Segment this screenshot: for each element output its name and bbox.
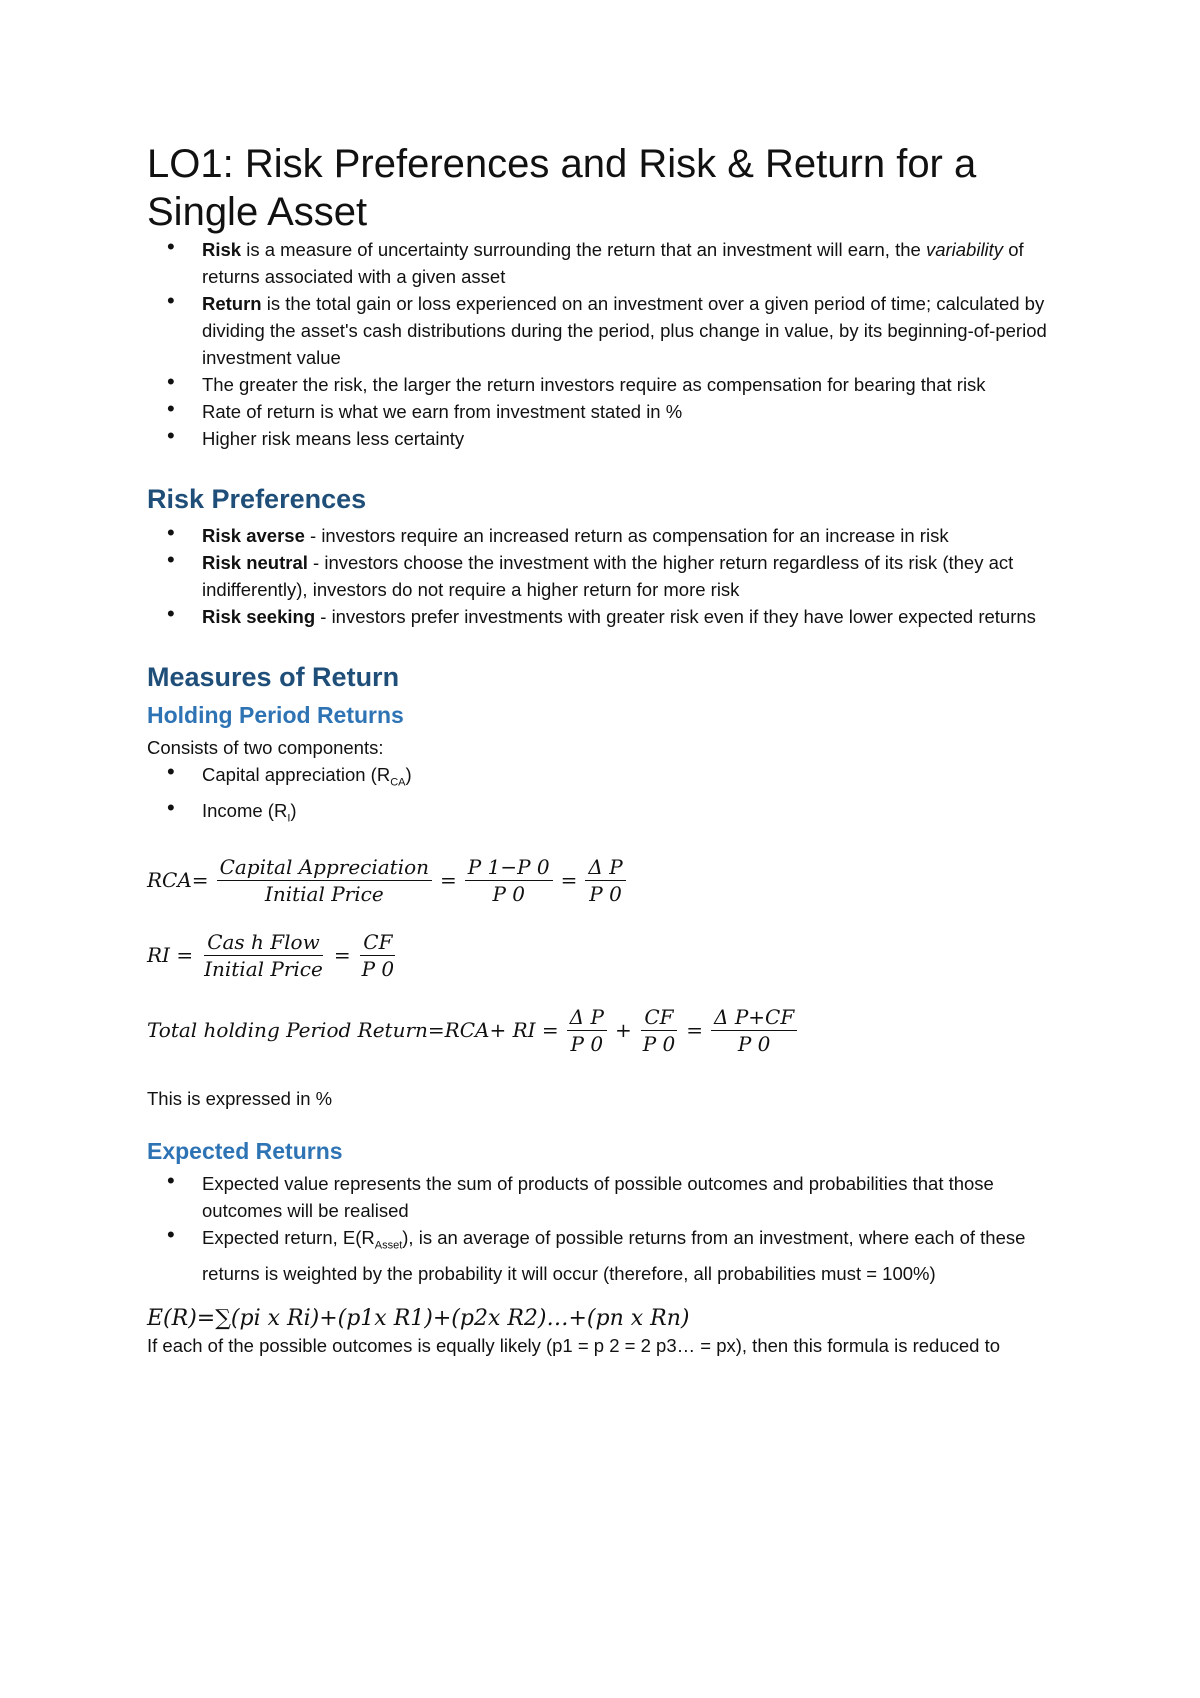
subscript: Asset: [374, 1240, 403, 1253]
fraction: [217, 854, 432, 907]
list-item-text: - investors prefer investments with greater risk even if they have lower expected returns: [315, 606, 1036, 627]
equals-sign: =: [560, 868, 578, 893]
list-item-text: The greater the risk, the larger the return investors require as compensation for bearing that risk: [202, 374, 986, 395]
numerator: CF: [360, 929, 395, 956]
numerator: Δ P: [567, 1004, 607, 1031]
intro-bullet-list: [147, 236, 1077, 452]
denominator: P 0: [570, 1032, 604, 1057]
fraction: [359, 929, 398, 982]
list-item: [147, 371, 1077, 398]
fraction: [711, 1004, 797, 1057]
formula-lhs: RCA=: [147, 868, 209, 893]
list-item-text: Higher risk means less certainty: [202, 428, 465, 449]
numerator: Δ P+CF: [711, 1004, 797, 1031]
plus-sign: +: [614, 1018, 632, 1043]
denominator: P 0: [737, 1032, 771, 1057]
denominator: P 0: [642, 1032, 676, 1057]
list-item: [147, 1224, 1077, 1287]
expected-returns-heading: Expected Returns: [147, 1138, 343, 1165]
equals-sign: =: [686, 1018, 704, 1043]
denominator: P 0: [361, 957, 395, 982]
list-item: [147, 290, 1077, 371]
list-item: [147, 549, 1077, 603]
equals-sign: =: [440, 868, 457, 893]
list-item: [147, 425, 1077, 452]
measures-of-return-heading: Measures of Return: [147, 662, 400, 692]
fraction: [465, 854, 553, 907]
list-item: [147, 236, 1077, 290]
expected-return-formula: E(R)=∑(pi x Ri)+(p1x R1)+(p2x R2)…+(pn x Rn): [147, 1306, 690, 1332]
numerator: CF: [641, 1004, 676, 1031]
list-item: [147, 603, 1077, 630]
subscript: I: [287, 812, 291, 825]
term-risk-neutral: Risk neutral: [202, 552, 308, 573]
list-item: [147, 761, 1077, 797]
risk-preference-list: [147, 522, 1077, 630]
numerator: P 1−P 0: [465, 854, 553, 881]
term-risk-averse: Risk averse: [202, 525, 305, 546]
list-item-text: - investors choose the investment with the higher return regardless of its risk (they act indifferently), investors do not require a higher return for more risk: [202, 552, 1014, 600]
formula-lhs: RI =: [147, 943, 194, 968]
emphasis-text: variability: [925, 239, 1004, 260]
numerator: Δ P: [585, 854, 625, 881]
list-item-text: is a measure of uncertainty surrounding the return that an investment will earn, the: [241, 239, 926, 260]
list-item: [147, 1170, 1077, 1224]
list-item-text: ): [405, 764, 412, 785]
page-title: LO1: Risk Preferences and Risk & Return for a Single Asset: [147, 142, 977, 234]
list-item: [147, 398, 1077, 425]
closing-text: If each of the possible outcomes is equally likely (p1 = p 2 = 2 p3… = px), then this formula is reduced to: [147, 1335, 1001, 1357]
list-item-text: Income (R: [202, 799, 288, 821]
expected-returns-list: [147, 1170, 1077, 1287]
list-item-text: Rate of return is what we earn from investment stated in %: [202, 401, 683, 422]
ri-formula: [147, 929, 1077, 982]
fraction: [640, 1004, 679, 1057]
denominator: P 0: [492, 882, 525, 907]
total-hpr-formula: [147, 1004, 1077, 1057]
fraction: [585, 854, 625, 907]
list-item-text: Expected value represents the sum of products of possible outcomes and probabilities that those outcomes will be realised: [202, 1173, 994, 1222]
components-list: [147, 761, 1077, 832]
list-item: [147, 522, 1077, 549]
list-item-text: - investors require an increased return as compensation for an increase in risk: [304, 525, 949, 546]
list-item-text: Expected return, E(R: [202, 1227, 375, 1249]
denominator: Initial Price: [204, 957, 323, 982]
document-page: [147, 140, 1077, 1359]
list-item-text: Capital appreciation (R: [202, 764, 391, 785]
numerator: Cas h Flow: [204, 929, 323, 956]
list-item-text: of returns associated with a given asset: [202, 239, 1024, 287]
expressed-note: This is expressed in %: [147, 1088, 333, 1110]
components-intro: Consists of two components:: [147, 737, 384, 758]
term-risk-seeking: Risk seeking: [202, 606, 316, 627]
list-item-text: is the total gain or loss experienced on an investment over a given period of time; calculated by dividing the asset's cash distributions during the period, plus change in value, by its beginning-of-period investment value: [202, 293, 1047, 368]
risk-preferences-heading: Risk Preferences: [147, 484, 367, 514]
rca-formula: [147, 854, 1077, 907]
holding-period-returns-heading: Holding Period Returns: [147, 702, 404, 728]
denominator: Initial Price: [264, 882, 384, 907]
list-item: [147, 797, 1077, 833]
subscript: CA: [390, 776, 406, 789]
fraction: [201, 929, 326, 982]
formula-lhs: Total holding Period Return=RCA+ RI =: [147, 1018, 559, 1043]
term-return: Return: [202, 293, 262, 314]
fraction: [567, 1004, 607, 1057]
denominator: P 0: [589, 882, 622, 907]
numerator: Capital Appreciation: [217, 854, 432, 881]
equals-sign: =: [333, 943, 351, 968]
list-item-text: ), is an average of possible returns from an investment, where each of these returns is weighted by the probability it will occur (therefore, all probabilities must = 100%): [202, 1227, 1026, 1285]
term-risk: Risk: [202, 239, 242, 260]
list-item-text: ): [290, 799, 297, 821]
